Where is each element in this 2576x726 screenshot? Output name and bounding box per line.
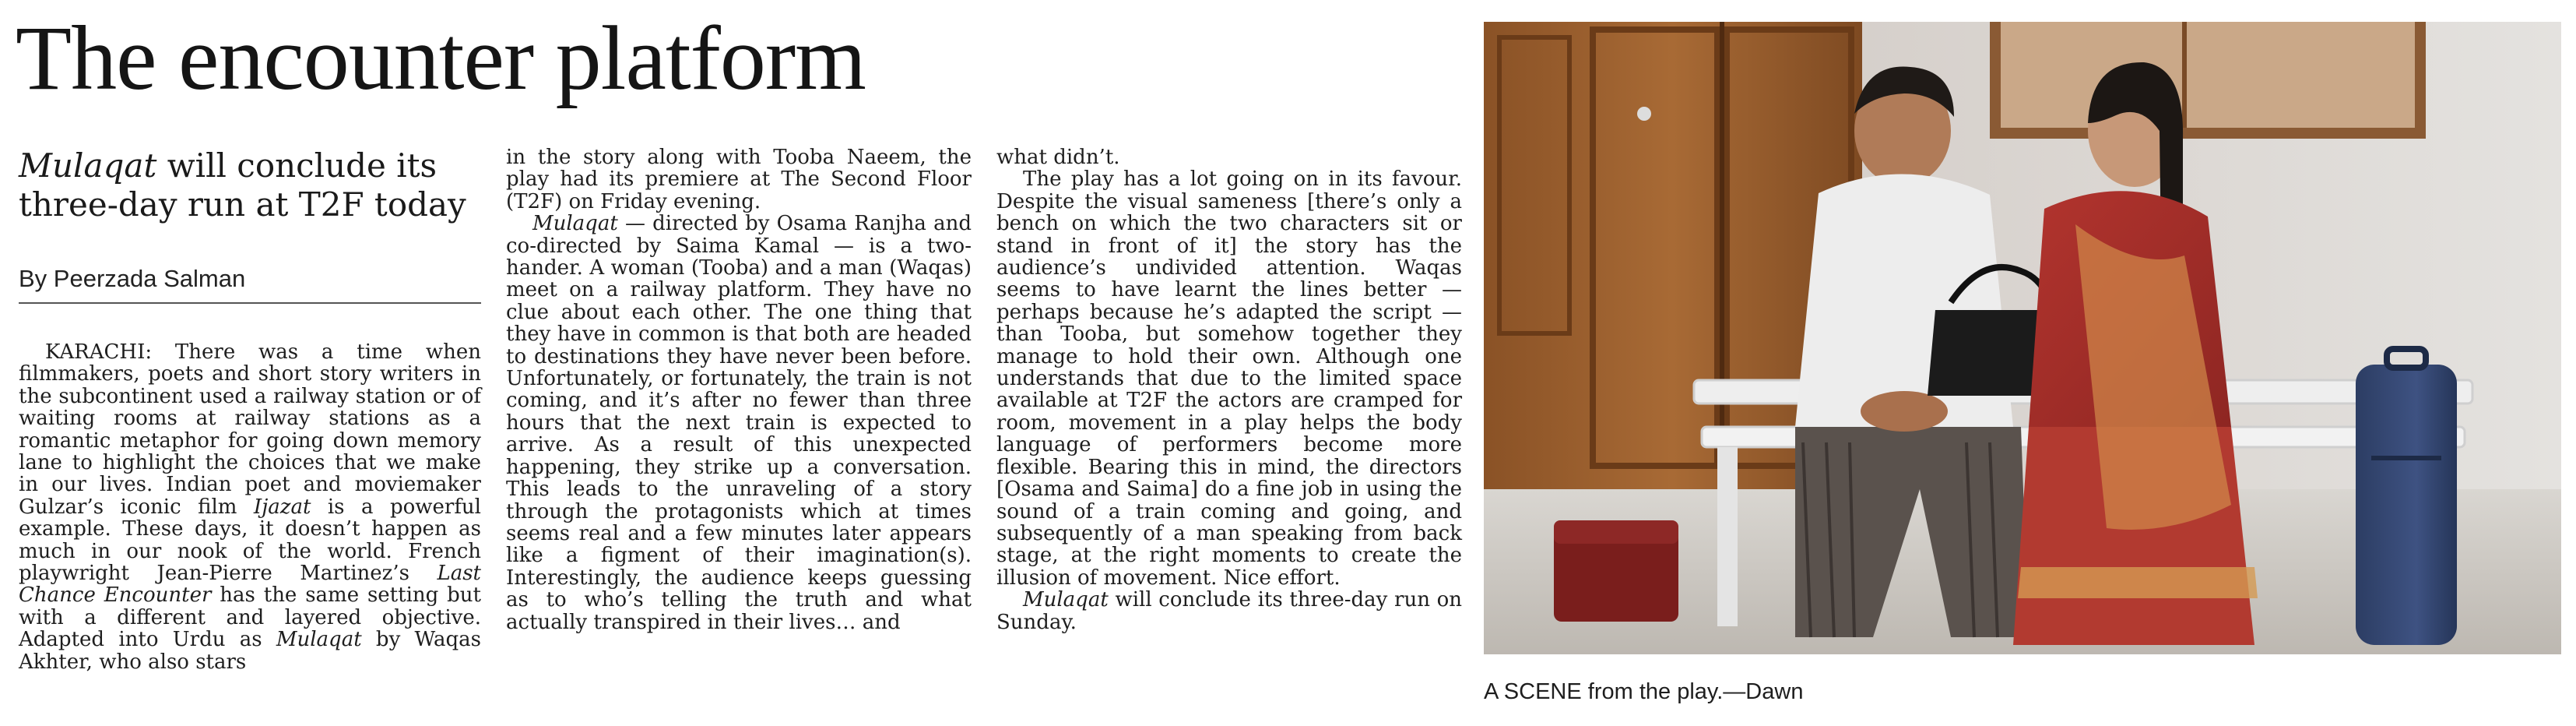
deck-text: will conclude its three-day run at T2F today — [19, 146, 466, 224]
text-run: is a powerful example. These days, it doesn’t happen as much in our nook of the world. French playwright Jean-Pierre Martinez’s — [19, 495, 481, 586]
deck-title-italic: Mulaqat — [19, 146, 157, 185]
byline-rule — [19, 302, 481, 304]
headline: The encounter platform — [16, 7, 866, 109]
paragraph: in the story along with Tooba Naeem, the play had its premiere at The Second Floor (T2F) on Friday evening. — [506, 146, 972, 213]
play-title: Mulaqat — [532, 212, 618, 236]
paragraph — [506, 213, 972, 633]
play-title: Mulaqat — [1023, 588, 1109, 612]
paragraph: The play has a lot going on in its favour. Despite the visual sameness [there’s only a bench on which the two characters sit or stand in front of it] the story has the audience’s undivided attention. Waqas seems to have learnt the lines better — perhaps because he’s adapted the script — than Tooba, but somehow together they manage to hold their own. Although one understands that due to the limited space available at T2F the actors are cramped for room, movement in a play helps the body language of performers become more flexible. Bearing this in mind, the directors [Osama and Saima] do a fine job in using the sound of a train coming and going, and subsequently of a man speaking from back stage, at the right moments to create the illusion of movement. Nice effort. — [996, 167, 1462, 590]
byline: By Peerzada Salman — [19, 265, 246, 292]
text-run: KARACHI: There was a time when filmmakers, poets and short story writers in the subcontinent used a railway station or of waiting rooms at railway stations as a romantic metaphor for going down memory lane to highlight the choices that we make in our lives. Indian poet and moviemaker Gulzar’s iconic film — [19, 340, 481, 519]
film-title: Ijazat — [253, 495, 311, 519]
text-run: — directed by Osama Ranjha and co-directed by Saima Kamal — is a two-hander. A woman (Tooba) and a man (Waqas) meet on a railway platform. They have no clue about each other. The one thing that they have in common is that both are headed to destinations they have never been before. Unfortunately, or fortunately, the train is not coming, and it’s after no fewer than three hours that the next train is expected to arrive. As a result of this unexpected happening, they strike up a conversation. This leads to the unraveling of a story through the protagonists which at times seems real and a few minutes later appears like a figment of their imagination(s). Interestingly, the audience keeps guessing as to who’s telling the truth and what actually transpired in their lives… and — [506, 212, 972, 634]
text-run: has the same setting but with a different and layered objective. Adapted into Urdu as — [19, 583, 481, 652]
body-column-1 — [19, 341, 481, 673]
deck — [19, 146, 486, 224]
paragraph — [19, 341, 481, 673]
paragraph — [996, 589, 1462, 633]
paragraph: what didn’t. — [996, 146, 1120, 169]
text-run: will conclude its three-day run on Sunday. — [996, 588, 1462, 634]
body-column-2 — [506, 146, 972, 633]
body-column-3 — [996, 146, 1462, 633]
scene-photo-illustration — [1484, 22, 2561, 654]
text-run: by Waqas Akhter, who also stars — [19, 628, 481, 674]
play-title: Last Chance Encounter — [19, 562, 481, 608]
play-title: Mulaqat — [276, 628, 362, 652]
scene-photo — [1484, 22, 2561, 654]
photo-caption: A SCENE from the play.—Dawn — [1484, 679, 1804, 704]
